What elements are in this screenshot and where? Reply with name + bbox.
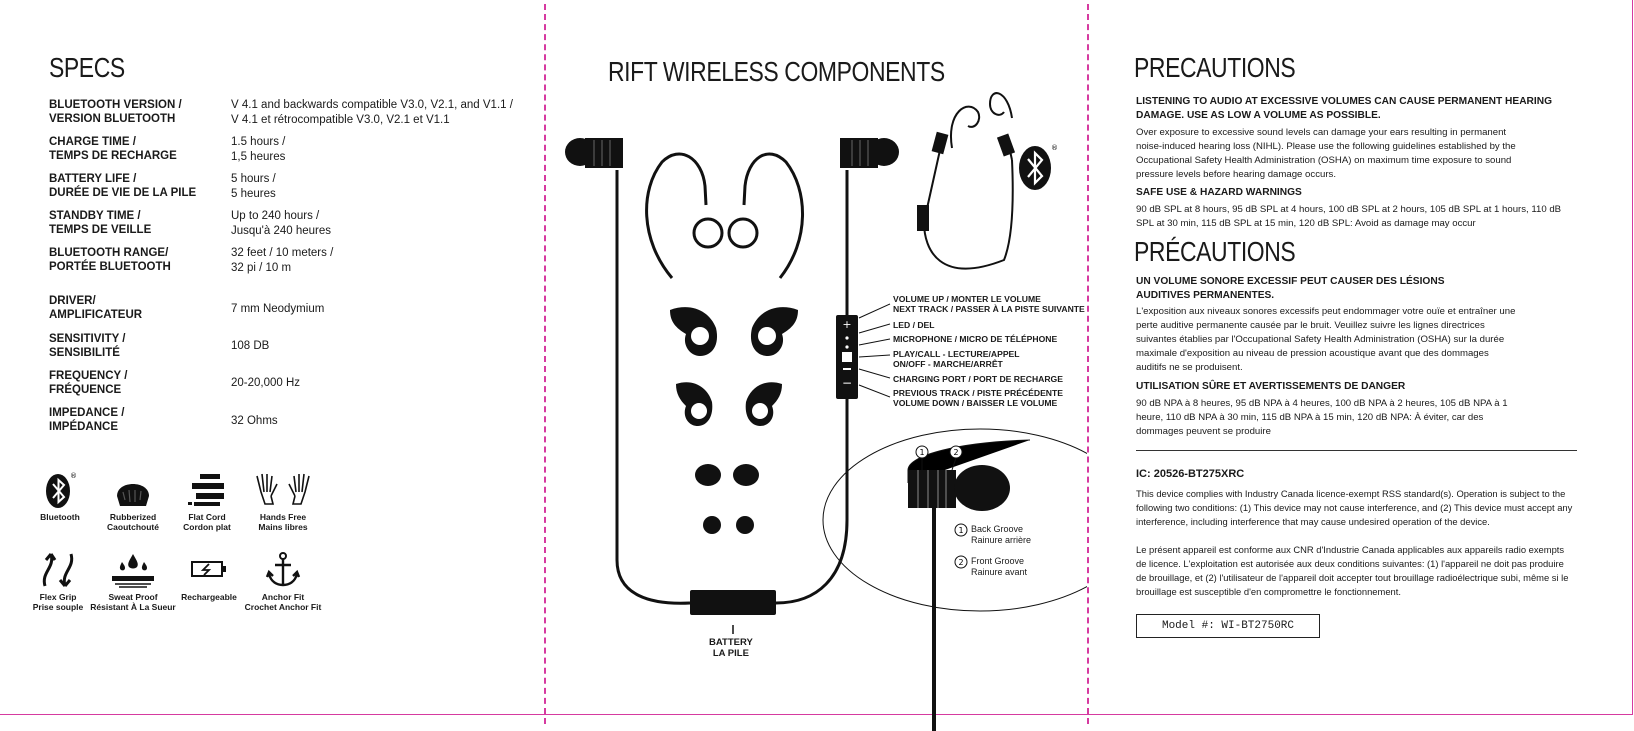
feature-caption: Bluetooth (40, 512, 80, 522)
svg-text:1: 1 (958, 526, 964, 535)
battery-label: BATTERY LA PILE (709, 637, 753, 659)
feature-anchor-fit (238, 550, 328, 612)
front-groove-label: Front Groove Rainure avant (971, 556, 1028, 577)
spec-value: Up to 240 hours / Jusqu'à 240 heures (231, 210, 332, 237)
spec-value: 108 DB (231, 340, 270, 352)
ear-fins (670, 307, 798, 426)
spec-label: FREQUENCY / FRÉQUENCE (49, 370, 128, 396)
spec-value: 7 mm Neodymium (231, 303, 325, 315)
spec-value: V 4.1 and backwards compatible V3.0, V2.1, and V1.1 / V 4.1 et rétrocompatible V3.0, V2.1 et V1.1 (231, 99, 513, 126)
svg-text:1: 1 (919, 448, 925, 457)
spec-row-frequency (49, 369, 529, 397)
section-divider (1136, 450, 1577, 451)
svg-text:+: + (842, 318, 852, 331)
inline-remote (836, 315, 858, 399)
hazard-body-fr: 90 dB NPA à 8 heures, 95 dB NPA à 4 heures, 100 dB NPA à 2 heures, 105 dB NPA à 1 heure, 110 dB NPA à 30 min, 115 dB NPA à 15 min, 120 dB NPA: À éviter, car des dommages peuvent se produire (1136, 398, 1508, 437)
precautions-heading-fr: UN VOLUME SONORE EXCESSIF PEUT CAUSER DES LÉSIONS AUDITIVES PERMANENTES. (1136, 276, 1445, 301)
spec-label: IMPEDANCE / IMPÉDANCE (49, 407, 125, 433)
spec-label: SENSITIVITY / SENSIBILITÉ (49, 333, 126, 359)
callout-microphone: MICROPHONE / MICRO DE TÉLÉPHONE (893, 334, 1058, 344)
ic-number: IC: 20526-BT275XRC (1136, 468, 1245, 480)
precautions-body-fr: L'exposition aux niveaux sonores excessifs peut endommager votre ouïe et entraîner une perte auditive permanente causée par le bruit. Veuillez suivre les lignes directrices suivantes établies par l'Occupational Safety Health Administration (OSHA) sur la durée maximale d'exposition au niveau de pression acoustique avant que des dommages auditifs ne se produisent. (1136, 306, 1516, 373)
feature-caption: Hands Free Mains libres (258, 512, 308, 532)
model-number-box: Model #: WI-BT2750RC (1136, 614, 1320, 638)
spec-row-battery-life (49, 172, 529, 202)
hazard-heading-en: SAFE USE & HAZARD WARNINGS (1136, 187, 1302, 198)
svg-text:2: 2 (958, 558, 964, 567)
spec-row-driver (49, 294, 529, 322)
spec-label: STANDBY TIME / TEMPS DE VEILLE (49, 210, 152, 236)
fold-line-right (1087, 4, 1089, 724)
callout-charging-port: CHARGING PORT / PORT DE RECHARGE (893, 374, 1063, 384)
feature-caption: Anchor Fit Crochet Anchor Fit (244, 592, 322, 612)
spec-value: 32 Ohms (231, 415, 278, 427)
spec-row-sensitivity (49, 332, 529, 360)
specs-title: SPECS (49, 52, 125, 83)
ic-statement-fr: Le présent appareil est conforme aux CNR d'Industrie Canada applicables aux appareils radio exempts de licence. L'exploitation est autorisée aux deux conditions suivantes: (1) l'appareil ne doit pas produire de brouillage, et (2) l'utilisateur de l'appareil doit accepter tout brouillage radioélectrique subi, même si le brouillage est susceptible d'en compromettre le fonctionnement. (1136, 544, 1569, 597)
spec-row-bluetooth-range (49, 246, 529, 276)
side-view-earphone (823, 429, 1087, 731)
precautions-title-en: PRECAUTIONS (1134, 52, 1296, 83)
spec-row-impedance (49, 406, 529, 434)
spec-row-standby-time (49, 209, 529, 239)
precautions-body-en: Over exposure to excessive sound levels can damage your ears resulting in permanent noise-induced hearing loss (NIHL). Please use the following guidelines established by the Occupational Safety Health Administration (OSHA) on maximum time exposure to sound pressure levels before hearing damage occurs. (1136, 127, 1516, 180)
spec-label: CHARGE TIME / TEMPS DE RECHARGE (49, 136, 177, 162)
feature-caption: Flex Grip Prise souple (32, 592, 84, 612)
spec-value: 5 hours / 5 heures (231, 173, 276, 200)
svg-text:2: 2 (953, 448, 959, 457)
hazard-heading-fr: UTILISATION SÛRE ET AVERTISSEMENTS DE DANGER (1136, 381, 1406, 392)
callout-led: LED / DEL (893, 320, 935, 330)
spec-label: DRIVER/ AMPLIFICATEUR (49, 295, 143, 321)
feature-caption: Sweat Proof Résistant À La Sueur (90, 592, 176, 612)
spec-value: 32 feet / 10 meters / 32 pi / 10 m (231, 247, 334, 274)
spec-label: BLUETOOTH RANGE/ PORTÉE BLUETOOTH (49, 247, 171, 273)
spec-value: 1.5 hours / 1,5 heures (231, 136, 286, 163)
precautions-heading-en: LISTENING TO AUDIO AT EXCESSIVE VOLUMES CAN CAUSE PERMANENT HEARING DAMAGE. USE AS LOW A VOLUME AS POSSIBLE. (1136, 96, 1553, 121)
anchor-icon (238, 550, 328, 590)
headset-overview (924, 93, 1013, 268)
feature-caption: Flat Cord Cordon plat (183, 512, 231, 532)
back-groove-label: Back Groove Rainure arrière (971, 524, 1032, 545)
right-earbud (840, 138, 899, 168)
hands-free-icon (238, 470, 328, 510)
spec-label: BLUETOOTH VERSION / VERSION BLUETOOTH (49, 99, 182, 125)
feature-caption: Rechargeable (181, 592, 237, 602)
callout-play-call: PLAY/CALL - LECTURE/APPEL ON/OFF - MARCHE/ARRÊT (893, 349, 1020, 369)
feature-hands-free (238, 470, 328, 532)
callout-previous-track: PREVIOUS TRACK / PISTE PRÉCÉDENTE VOLUME DOWN / BAISSER LE VOLUME (893, 388, 1063, 408)
hazard-body-en: 90 dB SPL at 8 hours, 95 dB SPL at 4 hours, 100 dB SPL at 2 hours, 105 dB SPL at 1 hours, 110 dB SPL at 30 min, 115 dB SPL at 15 min, 120 dB SPL: Avoid as damage may occur (1136, 204, 1562, 229)
spec-value: 20-20,000 Hz (231, 377, 301, 389)
feature-caption: Rubberized Caoutchouté (107, 512, 159, 532)
left-earbud (565, 138, 623, 168)
svg-text:−: − (841, 376, 853, 390)
components-title: RIFT WIRELESS COMPONENTS (608, 56, 945, 87)
svg-text:®: ® (70, 472, 77, 480)
svg-text:®: ® (1051, 144, 1058, 152)
spec-label: BATTERY LIFE / DURÉE DE VIE DE LA PILE (49, 173, 197, 199)
spec-row-bluetooth-version (49, 98, 529, 128)
ic-statement-en: This device complies with Industry Canada licence-exempt RSS standard(s). Operation is subject to the following two conditions: (1) This device may not cause interference, and (2) This device must accept any interference, including interference that may cause undesired operation of the device. (1136, 488, 1573, 527)
battery-pack (690, 590, 776, 615)
callout-volume-up: VOLUME UP / MONTER LE VOLUME NEXT TRACK / PASSER À LA PISTE SUIVANTE (893, 294, 1085, 314)
ear-tips (695, 464, 759, 534)
spec-row-charge-time (49, 135, 529, 165)
precautions-title-fr: PRÉCAUTIONS (1134, 236, 1296, 267)
